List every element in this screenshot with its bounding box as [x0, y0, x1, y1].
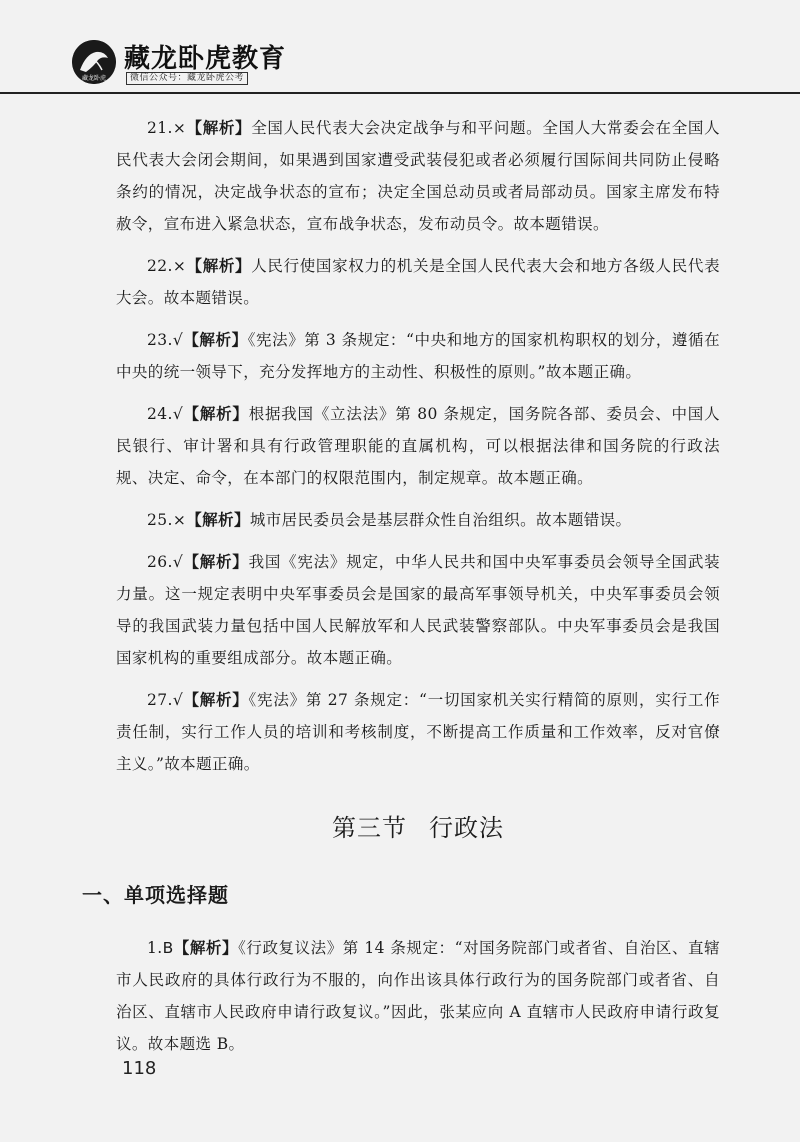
brand-title: 藏龙卧虎教育 — [124, 44, 287, 74]
answer-paragraph-23: 23.√【解析】《宪法》第 3 条规定：“中央和地方的国家机构职权的划分，遵循在中央的统一领导下，充分发挥地方的主动性、积极性的原则。”故本题正确。 — [116, 331, 720, 381]
section-title: 第三节 行政法 — [332, 814, 504, 842]
answer-paragraph-22: 22.×【解析】人民行使国家权力的机关是全国人民代表大会和地方各级人民代表大会。故本题错误。 — [116, 257, 720, 307]
logo-text: 藏龙卧虎 — [81, 75, 107, 82]
page-number: 118 — [122, 1058, 157, 1079]
brand-subtitle: 微信公众号：藏龙卧虎公考 — [126, 72, 248, 85]
answer-paragraph-21: 21.×【解析】全国人民代表大会决定战争与和平问题。全国人大常委会在全国人民代表大会闭会期间，如果遇到国家遭受武装侵犯或者必须履行国际间共同防止侵略条约的情况，决定战争状态的宣布；决定全国总动员或者局部动员。国家主席发布特赦令，宣布进入紧急状态，宣布战争状态，发布动员令。故本题错误。 — [116, 119, 720, 233]
answer-paragraph-24: 24.√【解析】根据我国《立法法》第 80 条规定，国务院各部、委员会、中国人民银行、审计署和具有行政管理职能的直属机构，可以根据法律和国务院的行政法规、决定、命令，在本部门的权限范围内，制定规章。故本题正确。 — [116, 405, 720, 487]
sub-heading: 一、单项选择题 — [82, 883, 229, 907]
answer-paragraph-27: 27.√【解析】《宪法》第 27 条规定：“一切国家机关实行精简的原则，实行工作责任制，实行工作人员的培训和考核制度，不断提高工作质量和工作效率，反对官僚主义。”故本题正确。 — [116, 691, 720, 773]
header-divider — [0, 92, 800, 94]
answer-paragraph-1: 1.B【解析】《行政复议法》第 14 条规定：“对国务院部门或者省、自治区、直辖市人民政府的具体行政行为不服的，向作出该具体行政行为的国务院部门或者省、自治区、直辖市人民政府申请行政复议。”因此，张某应向 A 直辖市人民政府申请行政复议。故本题选 B。 — [116, 939, 720, 1053]
answer-paragraph-25: 25.×【解析】城市居民委员会是基层群众性自治组织。故本题错误。 — [147, 511, 632, 529]
tiger-logo-icon — [72, 40, 116, 84]
page-header — [0, 0, 800, 92]
page-content — [82, 112, 720, 1070]
answer-paragraph-26: 26.√【解析】我国《宪法》规定，中华人民共和国中央军事委员会领导全国武装力量。这一规定表明中央军事委员会是国家的最高军事领导机关，中央军事委员会领导的我国武装力量包括中国人民解放军和人民武装警察部队。中央军事委员会是我国国家机构的重要组成部分。故本题正确。 — [116, 553, 720, 667]
